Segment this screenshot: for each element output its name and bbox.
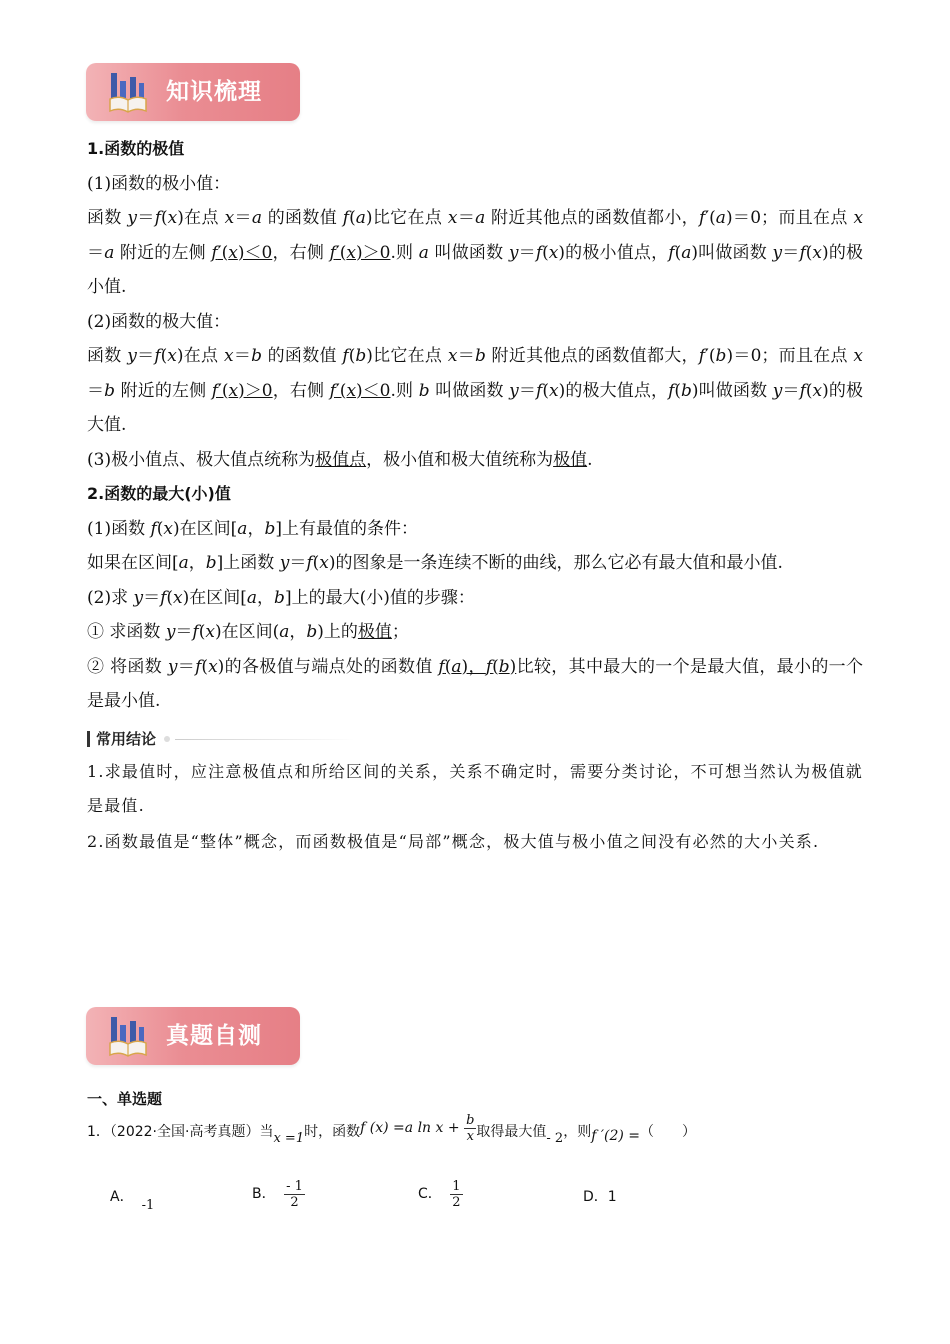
book-icon [108, 69, 148, 113]
common-conclusions-tag [87, 728, 357, 750]
conclusions-content [87, 755, 863, 859]
max-value-title: (2)函数的极大值： [87, 311, 231, 332]
option-a[interactable]: A．-1 [110, 1189, 155, 1213]
banner-title: 知识梳理 [166, 79, 262, 105]
conclusion-1: 1.求最值时，应注意极值点和所给区间的关系，关系不确定时，需要分类讨论，不可想当然认为极值就是最值. [87, 762, 863, 815]
banner-title: 真题自测 [166, 1023, 262, 1049]
tag-rule [175, 739, 355, 740]
step-2: ② 将函数 y＝f(x)的各极值与端点处的函数值 f(a)，f(b)比较，其中最大的一个是最大值，最小的一个是最小值. [87, 656, 864, 711]
steps-title: (2)求 y＝f(x)在区间[a，b]上的最大(小)值的步骤： [87, 587, 475, 608]
question-1: 1．（2022·全国·高考真题）当x =1时，函数f (x) =a ln x + $\frac{b}{x}$ 取得最大值- 2，则f ′(2) =（ ） [87, 1112, 697, 1146]
section-banner-knowledge [86, 63, 300, 121]
book-icon [108, 1013, 148, 1057]
min-value-definition: 函数 y＝f(x)在点 x＝a 的函数值 f(a)比它在点 x＝a 附近其他点的函数值都小，f′(a)＝0；而且在点 x＝a 附近的左侧 f′(x)＜0，右侧 f′(x)＞0.则 a 叫做函数 y＝f(x)的极小值点，f(a)叫做函数 y＝f(x)的极小值. [87, 208, 864, 297]
min-value-title: (1)函数的极小值： [87, 173, 231, 194]
section-single-choice: 一、单选题 [87, 1090, 163, 1108]
extremum-terms: (3)极小值点、极大值点统称为极值点，极小值和极大值统称为极值. [87, 449, 593, 470]
heading-max-min: 2.函数的最大(小)值 [87, 484, 231, 503]
section-banner-test [86, 1007, 300, 1065]
option-b[interactable]: B． $\frac{- 1}{2}$ [252, 1178, 303, 1210]
tag-bar [87, 731, 90, 747]
max-min-condition: 如果在区间[a，b]上函数 y＝f(x)的图象是一条连续不断的曲线，那么它必有最大值和最小值. [87, 553, 783, 573]
knowledge-content [87, 132, 863, 719]
tag-label: 常用结论 [96, 730, 157, 748]
max-min-condition-title: (1)函数 f(x)在区间[a，b]上有最值的条件： [87, 518, 418, 539]
option-d[interactable]: D．1 [583, 1189, 617, 1205]
tag-dot [164, 736, 170, 742]
heading-extremum: 1.函数的极值 [87, 139, 185, 158]
option-c[interactable]: C． $\frac{1}{2}$ [418, 1178, 461, 1210]
max-value-definition: 函数 y＝f(x)在点 x＝b 的函数值 f(b)比它在点 x＝b 附近其他点的函数值都大，f′(b)＝0；而且在点 x＝b 附近的左侧 f′(x)＞0，右侧 f′(x)＜0.则 b 叫做函数 y＝f(x)的极大值点，f(b)叫做函数 y＝f(x)的极大值. [87, 346, 864, 435]
step-1: ① 求函数 y＝f(x)在区间(a，b)上的极值； [87, 622, 409, 642]
conclusion-2: 2.函数最值是“整体”概念，而函数极值是“局部”概念，极大值与极小值之间没有必然的大小关系. [87, 832, 820, 851]
